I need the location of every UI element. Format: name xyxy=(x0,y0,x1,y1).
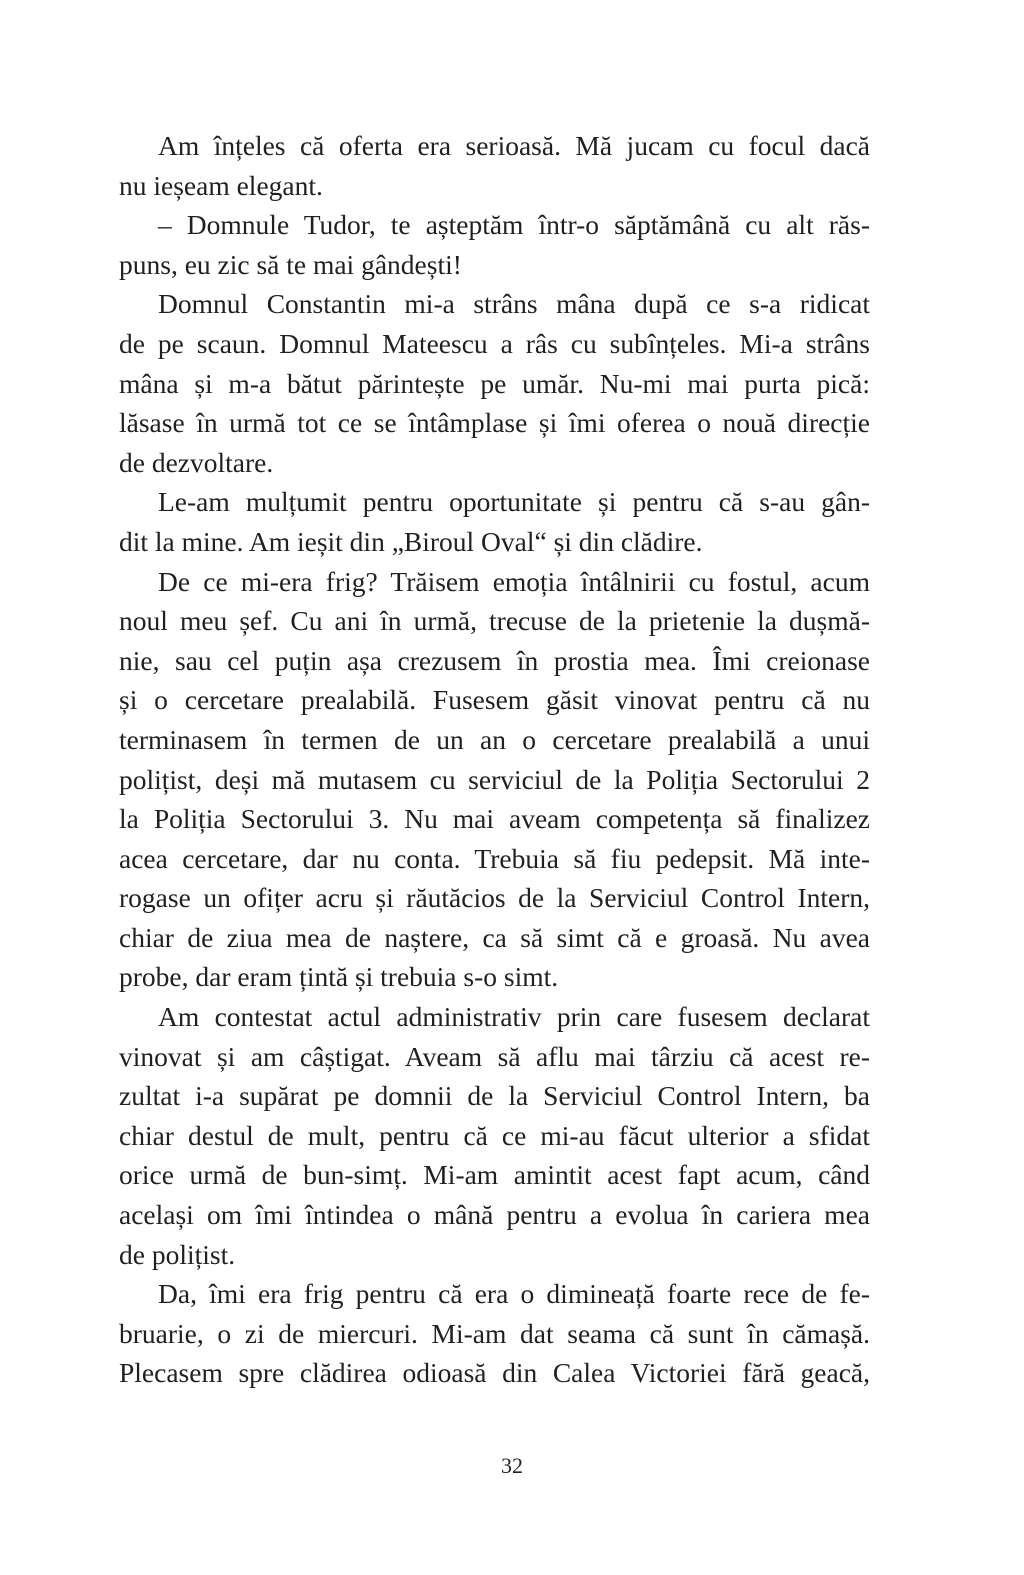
text-line: același om îmi întindea o mână pentru a evolua în cariera mea xyxy=(119,1199,870,1231)
text-line: – Domnule Tudor, te așteptăm într-o săptămână cu alt răs- xyxy=(158,209,870,241)
text-line: Le-am mulțumit pentru oportunitate și pentru că s-au gân- xyxy=(158,486,870,518)
text-line: orice urmă de bun-simț. Mi-am amintit acest fapt acum, când xyxy=(119,1159,870,1191)
text-line: mâna și m-a bătut părintește pe umăr. Nu-mi mai purta pică: xyxy=(119,367,870,399)
text-line: la Poliția Sectorului 3. Nu mai aveam competența să finalizez xyxy=(119,803,870,835)
body-text xyxy=(119,126,870,1393)
text-line: acea cercetare, dar nu conta. Trebuia să fiu pedepsit. Mă inte- xyxy=(119,842,870,874)
text-line: dit la mine. Am ieșit din „Biroul Oval“ și din clădire. xyxy=(119,525,703,557)
text-line: nu ieșeam elegant. xyxy=(119,169,323,201)
text-line: zultat i-a supărat pe domnii de la Serviciul Control Intern, ba xyxy=(119,1080,870,1112)
text-line: lăsase în urmă tot ce se întâmplase și îmi oferea o nouă direcție xyxy=(119,407,870,439)
text-line: de pe scaun. Domnul Mateescu a râs cu subînțeles. Mi-a strâns xyxy=(119,327,870,359)
text-line: vinovat și am câștigat. Aveam să aflu mai târziu că acest re- xyxy=(119,1040,870,1072)
text-line: nie, sau cel puțin așa crezusem în prostia mea. Îmi creionase xyxy=(119,644,870,676)
text-line: De ce mi-era frig? Trăisem emoția întâlnirii cu fostul, acum xyxy=(158,565,870,597)
text-line: probe, dar eram țintă și trebuia s-o simt. xyxy=(119,961,559,993)
text-line: Am contestat actul administrativ prin care fusesem declarat xyxy=(158,1001,870,1033)
text-line: Domnul Constantin mi-a strâns mâna după ce s-a ridicat xyxy=(158,288,870,320)
text-line: Plecasem spre clădirea odioasă din Calea Victoriei fără geacă, xyxy=(119,1357,870,1389)
text-line: și o cercetare prealabilă. Fusesem găsit vinovat pentru că nu xyxy=(119,684,870,716)
text-line: bruarie, o zi de miercuri. Mi-am dat seama că sunt în cămașă. xyxy=(119,1317,870,1349)
text-line: polițist, deși mă mutasem cu serviciul de la Poliția Sectorului 2 xyxy=(119,763,870,795)
text-line: de dezvoltare. xyxy=(119,446,274,478)
page-number: 32 xyxy=(501,1453,523,1478)
text-line: Da, îmi era frig pentru că era o dimineață foarte rece de fe- xyxy=(158,1278,870,1310)
text-line: chiar destul de mult, pentru că ce mi-au făcut ulterior a sfidat xyxy=(119,1119,870,1151)
text-line: de polițist. xyxy=(119,1238,236,1270)
text-line: Am înțeles că oferta era serioasă. Mă jucam cu focul dacă xyxy=(158,130,870,161)
text-line: terminasem în termen de un an o cercetare prealabilă a unui xyxy=(119,723,870,755)
text-line: noul meu șef. Cu ani în urmă, trecuse de la prietenie la dușmă- xyxy=(119,605,870,637)
text-line: puns, eu zic să te mai gândești! xyxy=(119,248,462,280)
text-line: chiar de ziua mea de naștere, ca să simt că e groasă. Nu avea xyxy=(119,921,870,953)
text-line: rogase un ofițer acru și răutăcios de la Serviciul Control Intern, xyxy=(119,882,870,914)
